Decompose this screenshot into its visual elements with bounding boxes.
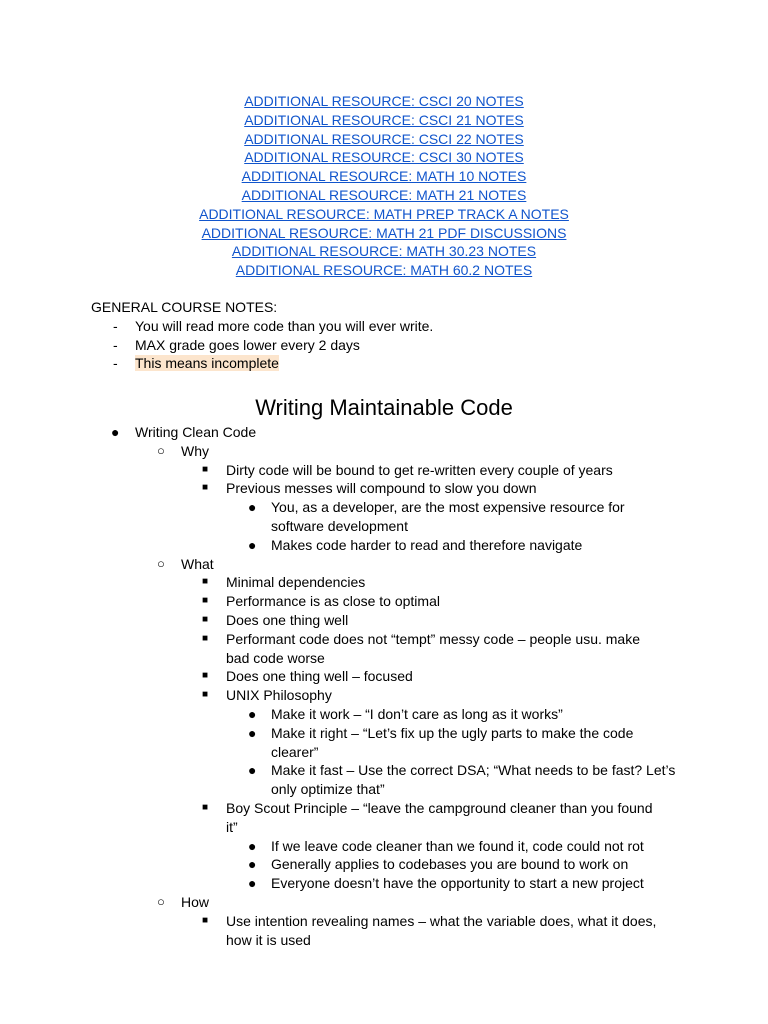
list-item (0, 761, 768, 799)
list-item-text: Does one thing well (226, 611, 349, 628)
list-item (0, 912, 768, 950)
section-title: Writing Maintainable Code (255, 395, 513, 420)
list-item-text: Make it right – “Let’s fix up the ugly parts to make the code clearer” (271, 724, 634, 760)
filled-circle-bullet-icon: ● (248, 837, 257, 854)
filled-circle-bullet-icon: ● (248, 856, 257, 873)
list-item-text: Minimal dependencies (226, 574, 366, 591)
general-notes-heading: GENERAL COURSE NOTES: (91, 299, 278, 315)
filled-circle-bullet-icon: ● (248, 536, 257, 553)
filled-circle-bullet-icon: ● (248, 499, 257, 516)
list-item-text: Previous messes will compound to slow you down (226, 480, 537, 497)
filled-circle-bullet-icon: ● (248, 875, 257, 892)
list-item-text: Performance is as close to optimal (226, 593, 440, 610)
list-item (0, 630, 768, 668)
list-item-text: You, as a developer, are the most expensive resource for software development (271, 499, 625, 534)
list-item-text: What (181, 555, 214, 572)
list-item-text: If we leave code cleaner than we found it, code could not rot (271, 837, 644, 854)
outline-list (0, 423, 768, 949)
list-item (91, 317, 731, 336)
link-math-prep-track-a-notes[interactable]: ADDITIONAL RESOURCE: MATH PREP TRACK A NOTES (199, 205, 569, 222)
list-item (91, 336, 731, 355)
list-item (0, 874, 768, 893)
list-item-text: Writing Clean Code (135, 424, 257, 440)
list-item (0, 592, 768, 611)
square-bullet-icon: ■ (202, 914, 209, 926)
square-bullet-icon: ■ (202, 613, 209, 625)
list-item-text: How (181, 893, 210, 910)
square-bullet-icon: ■ (202, 689, 209, 701)
hollow-circle-bullet-icon: ○ (157, 555, 165, 571)
square-bullet-icon: ■ (202, 482, 209, 494)
list-item-text: Boy Scout Principle – “leave the campground cleaner than you found it” (226, 799, 653, 835)
list-item (91, 354, 731, 373)
list-item (0, 724, 768, 762)
link-csci-21-notes[interactable]: ADDITIONAL RESOURCE: CSCI 21 NOTES (244, 111, 524, 128)
resource-links (0, 92, 768, 280)
filled-circle-bullet-icon: ● (248, 705, 257, 722)
general-notes-list (91, 317, 731, 373)
list-item (0, 705, 768, 724)
link-csci-22-notes[interactable]: ADDITIONAL RESOURCE: CSCI 22 NOTES (244, 130, 524, 147)
list-item (0, 611, 768, 630)
list-item-text: Performant code does not “tempt” messy code – people usu. make bad code worse (226, 630, 640, 666)
link-math-10-notes[interactable]: ADDITIONAL RESOURCE: MATH 10 NOTES (241, 168, 527, 185)
list-item (0, 442, 768, 461)
square-bullet-icon: ■ (202, 801, 209, 813)
list-item-text: Does one thing well – focused (226, 668, 413, 685)
link-math-21-pdf-discussions[interactable]: ADDITIONAL RESOURCE: MATH 21 PDF DISCUSSIONS (201, 224, 567, 241)
list-item-text: Use intention revealing names – what the variable does, what it does, how it is used (226, 912, 657, 948)
link-csci-20-notes[interactable]: ADDITIONAL RESOURCE: CSCI 20 NOTES (244, 93, 524, 109)
square-bullet-icon: ■ (202, 670, 209, 682)
list-item (0, 686, 768, 705)
list-item (0, 479, 768, 498)
hollow-circle-bullet-icon: ○ (157, 442, 165, 458)
filled-circle-bullet-icon: ● (111, 424, 120, 440)
list-item-text: Generally applies to codebases you are bound to work on (271, 856, 629, 873)
list-item-text: Dirty code will be bound to get re-written every couple of years (226, 461, 613, 478)
list-item-text: Everyone doesn’t have the opportunity to start a new project (271, 875, 644, 892)
list-item (0, 423, 768, 442)
dash-marker: - (113, 336, 118, 353)
list-item-text: UNIX Philosophy (226, 687, 332, 704)
dash-marker: - (113, 317, 118, 334)
square-bullet-icon: ■ (202, 576, 209, 588)
dash-marker: - (113, 355, 118, 372)
square-bullet-icon: ■ (202, 463, 209, 475)
list-item (0, 667, 768, 686)
list-item (0, 893, 768, 912)
list-item (0, 498, 768, 536)
list-item-text: You will read more code than you will ever write. (135, 317, 434, 334)
list-item (0, 536, 768, 555)
square-bullet-icon: ■ (202, 595, 209, 607)
list-item (0, 855, 768, 874)
square-bullet-icon: ■ (202, 632, 209, 644)
filled-circle-bullet-icon: ● (248, 724, 257, 741)
list-item (0, 837, 768, 856)
list-item-text: Makes code harder to read and therefore navigate (271, 536, 583, 553)
link-math-60-2-notes[interactable]: ADDITIONAL RESOURCE: MATH 60.2 NOTES (235, 262, 533, 279)
list-item (0, 461, 768, 480)
highlighted-text: This means incomplete (135, 355, 279, 372)
list-item (0, 573, 768, 592)
link-math-30-23-notes[interactable]: ADDITIONAL RESOURCE: MATH 30.23 NOTES (231, 243, 537, 260)
link-math-21-notes[interactable]: ADDITIONAL RESOURCE: MATH 21 NOTES (241, 186, 527, 203)
list-item-text: Make it work – “I don’t care as long as it works” (271, 705, 563, 722)
hollow-circle-bullet-icon: ○ (157, 893, 165, 909)
list-item-text: MAX grade goes lower every 2 days (135, 336, 360, 353)
link-csci-30-notes[interactable]: ADDITIONAL RESOURCE: CSCI 30 NOTES (244, 149, 524, 166)
list-item (0, 799, 768, 837)
list-item-text: Make it fast – Use the correct DSA; “What needs to be fast? Let’s only optimize that” (271, 762, 676, 798)
filled-circle-bullet-icon: ● (248, 762, 257, 779)
list-item-text: Why (181, 442, 209, 459)
list-item (0, 555, 768, 574)
general-course-notes (91, 298, 731, 373)
